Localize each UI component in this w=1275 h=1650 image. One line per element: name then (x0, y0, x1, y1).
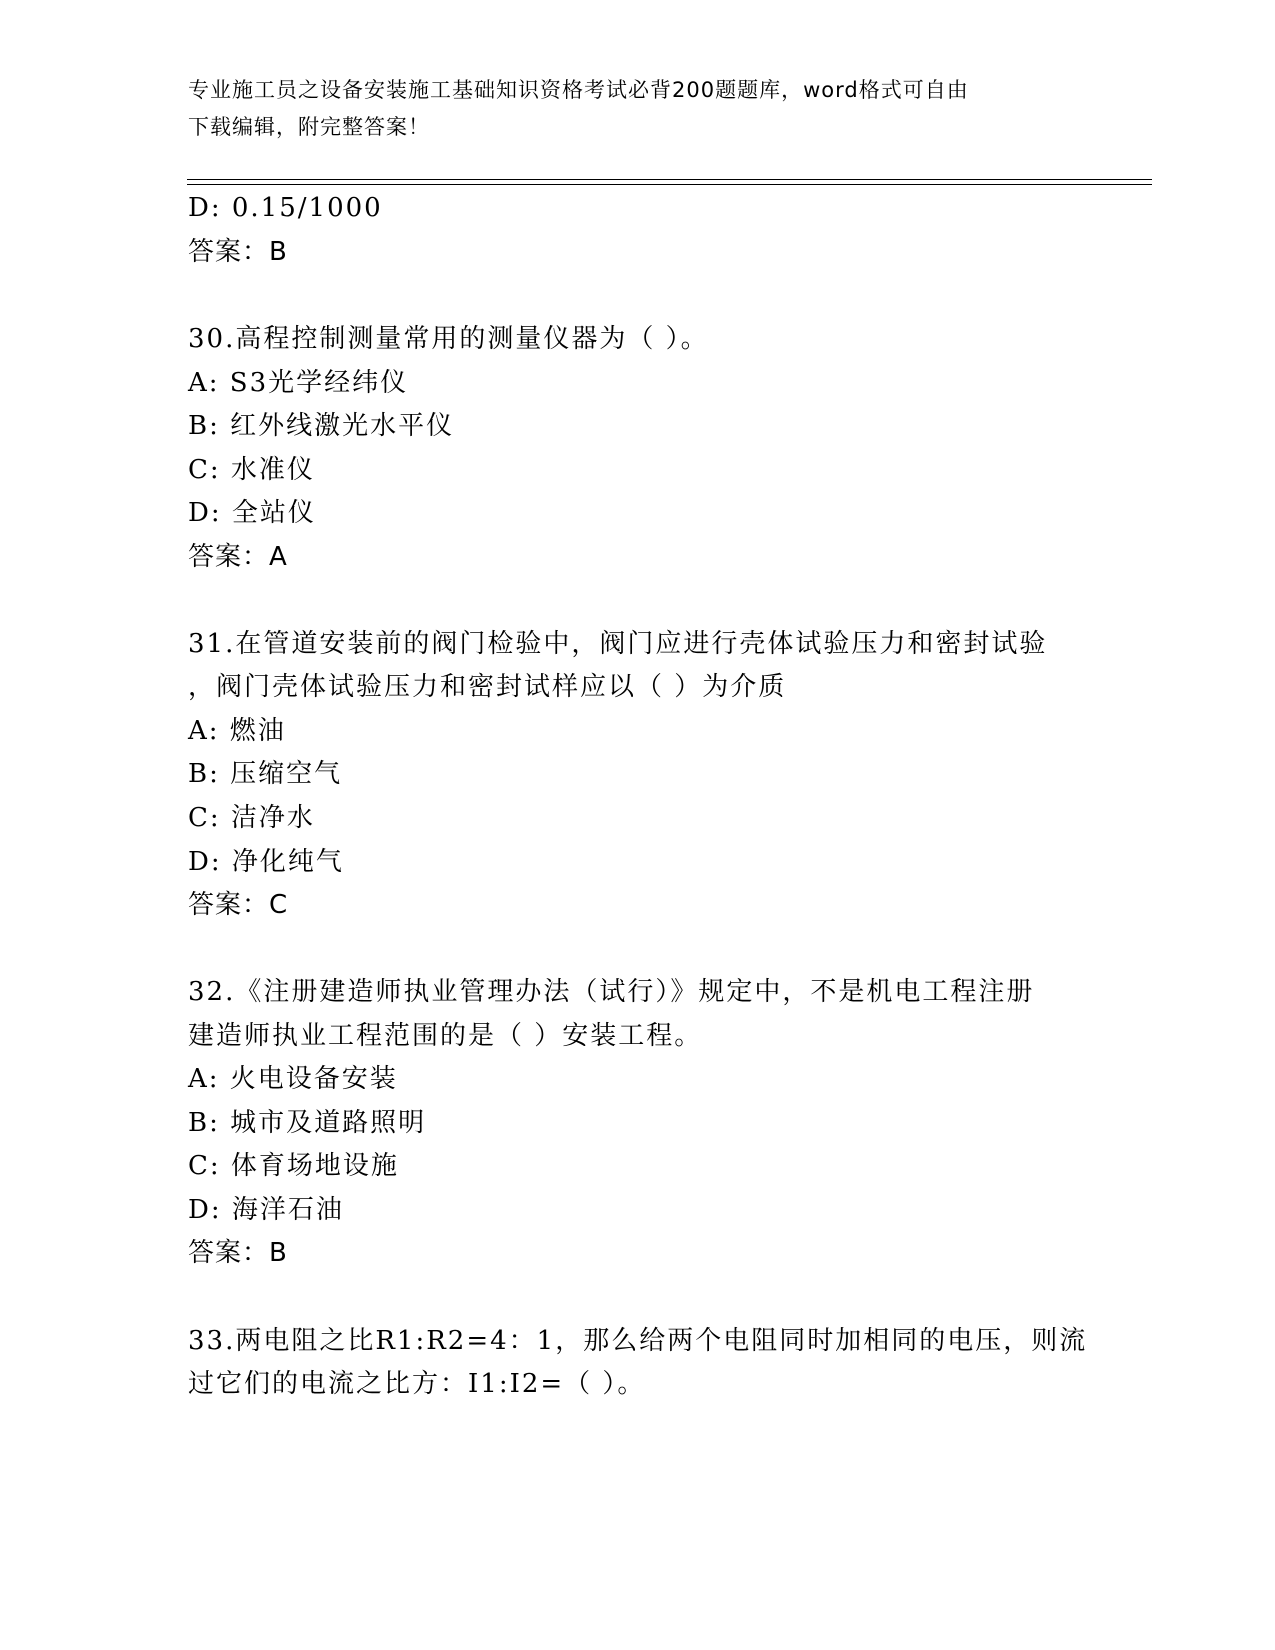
question-31-option-b: B: 压缩空气 (188, 759, 343, 789)
question-32-option-b: B: 城市及道路照明 (188, 1108, 427, 1138)
question-31-option-d: D: 净化纯气 (188, 847, 344, 877)
question-32-option-d: D: 海洋石油 (188, 1195, 344, 1225)
question-32-option-c: C: 体育场地设施 (188, 1151, 399, 1181)
question-30-answer: 答案：A (188, 542, 288, 572)
question-33-stem-line-2: 过它们的电流之比方：I1:I2=（ ）。 (188, 1369, 646, 1399)
question-32-answer: 答案：B (188, 1238, 288, 1268)
question-32-stem-line-2: 建造师执业工程范围的是（ ）安装工程。 (188, 1021, 703, 1051)
question-32-stem-line-1: 32.《注册建造师执业管理办法（试行）》规定中，不是机电工程注册 (188, 977, 1035, 1007)
question-31-option-c: C: 洁净水 (188, 803, 315, 833)
header-title-line-1: 专业施工员之设备安装施工基础知识资格考试必背200题题库，word格式可自由 (188, 78, 969, 102)
header-divider-top (187, 179, 1152, 180)
prev-option-d: D: 0.15/1000 (188, 193, 383, 223)
question-32-option-a: A: 火电设备安装 (188, 1064, 398, 1094)
question-31-stem-line-1: 31.在管道安装前的阀门检验中，阀门应进行壳体试验压力和密封试验 (188, 629, 1048, 659)
question-31-answer: 答案：C (188, 890, 289, 920)
header-divider-bottom (187, 184, 1152, 185)
question-31-option-a: A: 燃油 (188, 716, 286, 746)
document-header (188, 72, 1068, 146)
question-30-option-a: A: S3光学经纬仪 (188, 368, 409, 398)
question-30-option-d: D: 全站仪 (188, 498, 316, 528)
question-30-stem: 30.高程控制测量常用的测量仪器为（ ）。 (188, 324, 709, 354)
question-30-option-c: C: 水准仪 (188, 455, 315, 485)
question-30-option-b: B: 红外线激光水平仪 (188, 411, 455, 441)
question-33-stem-line-1: 33.两电阻之比R1:R2=4：1，那么给两个电阻同时加相同的电压，则流 (188, 1326, 1088, 1356)
question-31-stem-line-2: ，阀门壳体试验压力和密封试样应以（ ）为介质 (188, 672, 787, 702)
header-title-line-2: 下载编辑，附完整答案！ (188, 115, 430, 139)
prev-answer: 答案：B (188, 237, 288, 267)
